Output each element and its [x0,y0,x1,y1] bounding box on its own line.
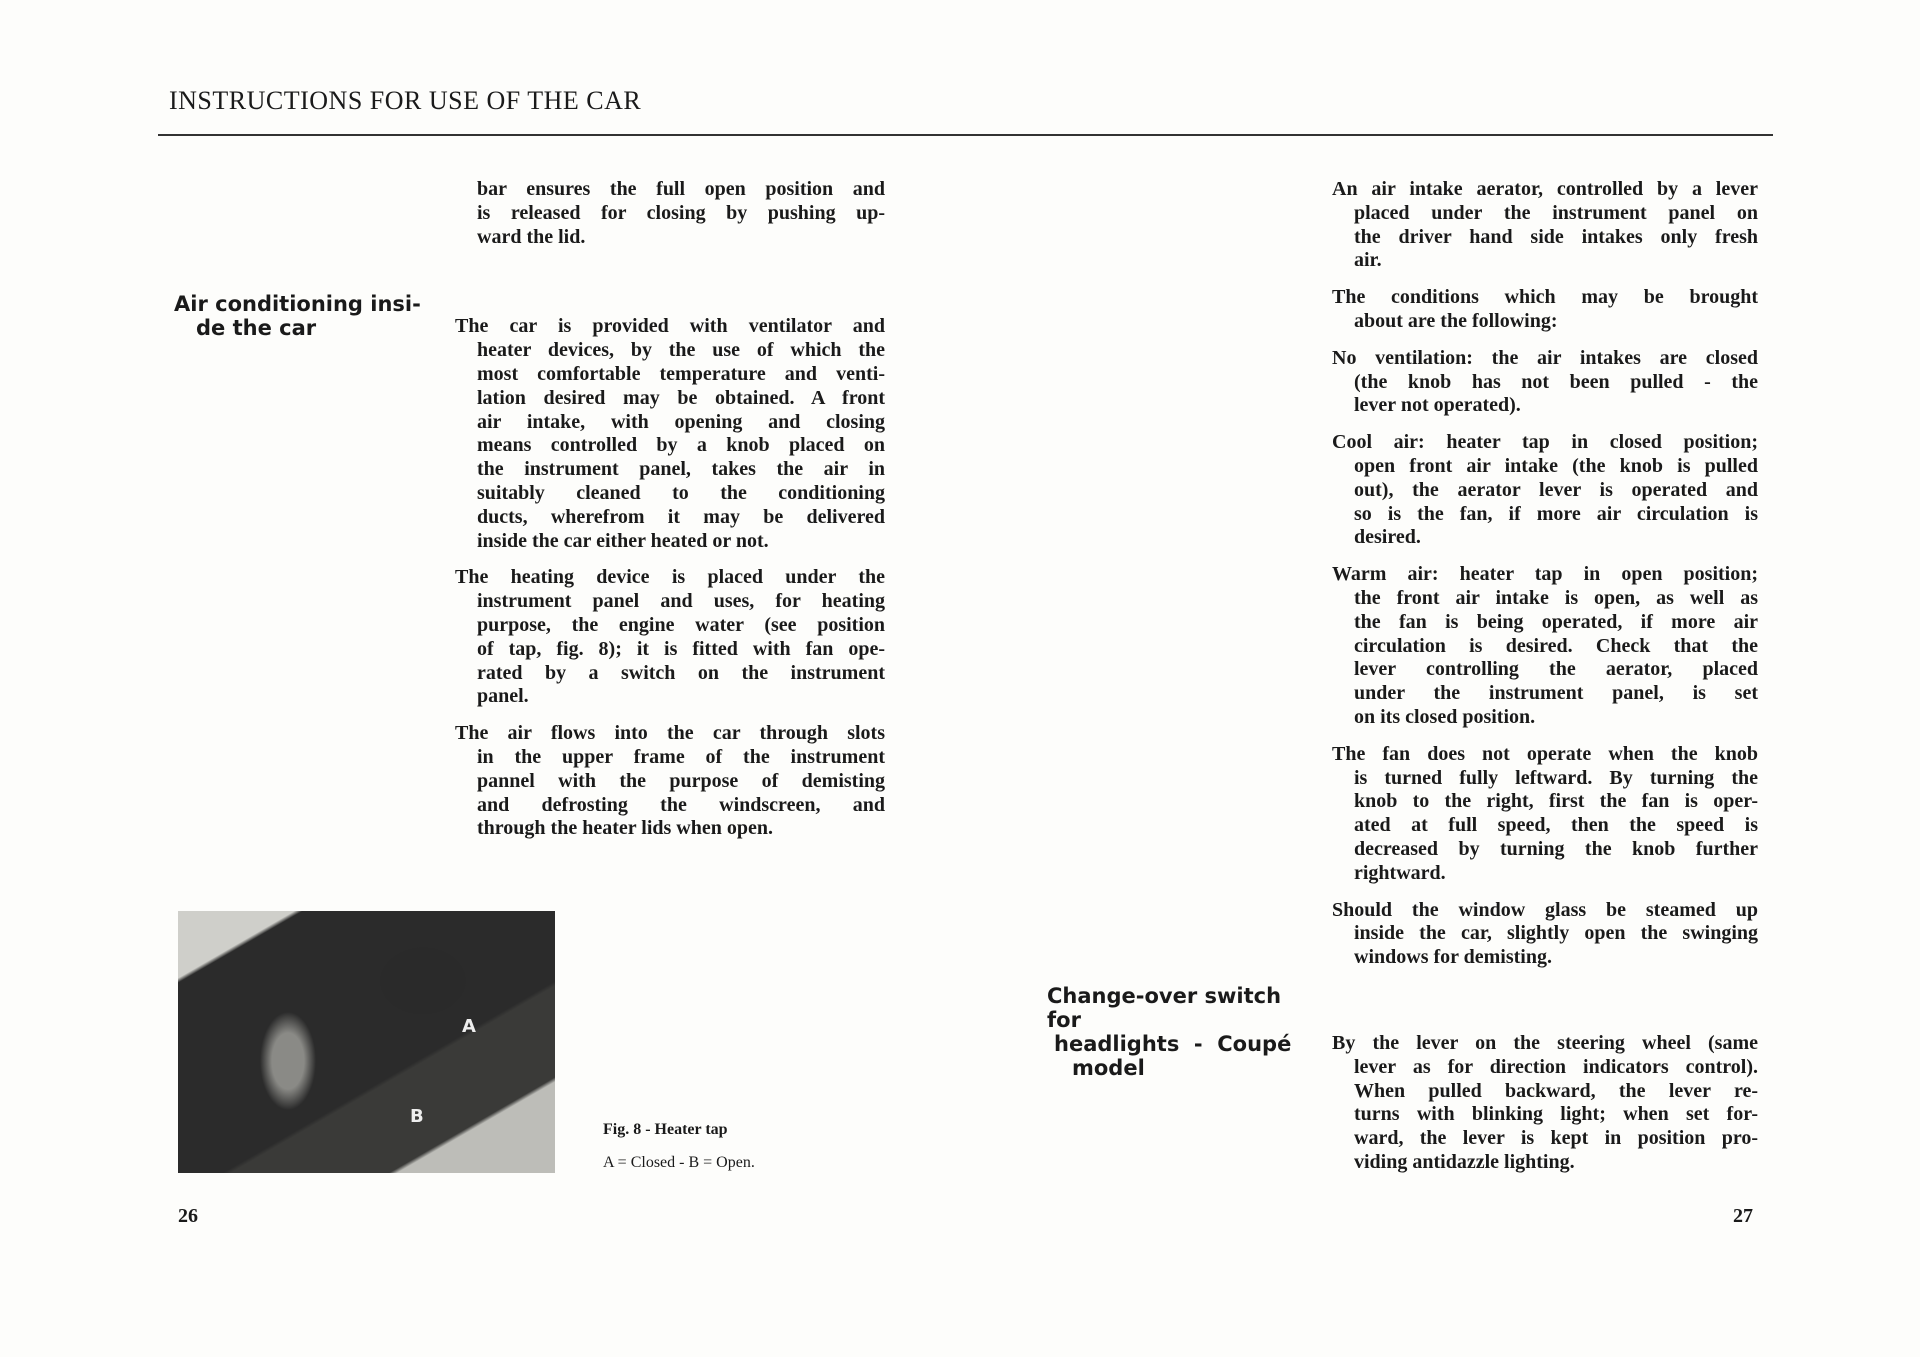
paragraph-text: heater tap in open position; [1438,563,1758,586]
text-line: air. [1354,249,1382,272]
text-line [1332,431,1758,455]
text-line: ward, the lever is kept in position pro- [1354,1127,1758,1150]
left-text-column [455,178,885,854]
heading-line: de the car [196,316,317,340]
header-rule [158,134,1773,136]
text-line: desired. [1354,526,1421,549]
text-line: viding antidazzle lighting. [1354,1150,1575,1173]
text-line: in the upper frame of the instrument [477,745,885,768]
text-line: The fan does not operate when the knob [1332,742,1758,765]
text-line: purpose, the engine water (see position [477,613,885,636]
paragraph [1332,743,1758,886]
text-line: An air intake aerator, controlled by a lever [1332,178,1758,200]
paragraph [1332,563,1758,730]
text-line: decreased by turning the knob further [1354,837,1758,860]
paragraph [455,566,885,709]
text-line: about are the following: [1354,309,1558,332]
paragraph-text: heater tap in closed position; [1424,431,1758,454]
text-line: open front air intake (the knob is pulled [1354,454,1758,477]
text-line: circulation is desired. Check that the [1354,634,1758,657]
page-number-right: 27 [1733,1205,1753,1227]
text-line: so is the fan, if more air circulation is [1354,502,1758,525]
paragraph [1332,431,1758,550]
text-line: lation desired may be obtained. A front [477,386,885,409]
text-line: panel. [477,685,529,708]
text-line: When pulled backward, the lever re- [1354,1079,1758,1102]
text-line: on its closed position. [1354,705,1536,728]
text-line: The car is provided with ventilator and [455,315,885,338]
paragraph-lead: Cool air: [1332,431,1425,454]
page-header-title: INSTRUCTIONS FOR USE OF THE CAR [169,86,642,115]
paragraph-text: the air intakes are closed [1472,346,1758,369]
photo-label-a: A [462,1016,476,1037]
text-line: the driver hand side intakes only fresh [1354,225,1758,248]
paragraph-lead: No ventilation: [1332,346,1473,369]
page-number-left: 26 [178,1205,198,1227]
text-line: turns with blinking light; when set for- [1354,1103,1758,1126]
text-line: ated at full speed, then the speed is [1354,814,1758,837]
text-line: is turned fully leftward. By turning the [1354,766,1758,789]
paragraph [455,178,885,249]
right-text-column [1332,178,1758,983]
paragraph [1332,899,1758,970]
text-line: placed under the instrument panel on [1354,201,1758,224]
heater-tap-photo [178,911,555,1173]
text-line: out), the aerator lever is operated and [1354,478,1758,501]
text-line: rightward. [1354,861,1446,884]
text-line: is released for closing by pushing up- [477,201,885,224]
text-line: ducts, wherefrom it may be delivered [477,505,885,528]
paragraph [455,315,885,553]
paragraph [1332,347,1758,418]
text-line [1332,563,1758,587]
right-text-column-bottom [1332,1032,1758,1188]
text-line: air intake, with opening and closing [477,410,885,433]
paragraph [1332,286,1758,334]
text-line: pannel with the purpose of demisting [477,769,885,792]
text-line: lever controlling the aerator, placed [1354,658,1758,681]
text-line: under the instrument panel, is set [1354,682,1758,705]
heading-line: Air conditioning insi- [174,292,421,316]
text-line: and defrosting the windscreen, and [477,793,885,816]
text-line: inside the car either heated or not. [477,529,769,552]
figure-caption: Fig. 8 - Heater tap [603,1121,728,1138]
text-line: lever as for direction indicators control). [1354,1055,1758,1078]
text-line: instrument panel and uses, for heating [477,590,885,613]
text-line: of tap, fig. 8); it is fitted with fan ope- [477,637,885,660]
text-line: ward the lid. [477,225,586,248]
text-line: Should the window glass be steamed up [1332,898,1758,921]
text-line: By the lever on the steering wheel (same [1332,1032,1758,1054]
text-line: lever not operated). [1354,394,1521,417]
paragraph [1332,1032,1758,1175]
text-line [1332,347,1758,371]
text-line: The air flows into the car through slots [455,722,885,745]
text-line: rated by a switch on the instrument [477,661,885,684]
text-line: (the knob has not been pulled - the [1354,370,1758,393]
paragraph [1332,178,1758,273]
heading-line: Change-over switch for [1047,984,1282,1032]
text-line: The heating device is placed under the [455,566,885,589]
figure-legend: A = Closed - B = Open. [603,1154,755,1171]
text-line: knob to the right, first the fan is oper- [1354,790,1758,813]
text-line: windows for demisting. [1354,946,1552,969]
text-line: heater devices, by the use of which the [477,339,885,362]
text-line: bar ensures the full open position and [477,178,885,200]
text-line: the fan is being operated, if more air [1354,610,1758,633]
text-line: inside the car, slightly open the swinging [1354,922,1758,945]
text-line: suitably cleaned to the conditioning [477,481,885,504]
section-heading-change-over-switch [1047,984,1309,1080]
text-line: the front air intake is open, as well as [1354,586,1758,609]
paragraph [455,722,885,841]
photo-label-b: B [410,1106,424,1127]
text-line: through the heater lids when open. [477,817,773,840]
paragraph-lead: Warm air: [1332,563,1439,586]
text-line: most comfortable temperature and venti- [477,362,885,385]
text-line: means controlled by a knob placed on [477,434,885,457]
heading-line: headlights - Coupé [1054,1032,1292,1056]
text-line: The conditions which may be brought [1332,286,1758,309]
heading-line: model [1072,1056,1145,1080]
section-heading-air-conditioning [174,292,434,340]
text-line: the instrument panel, takes the air in [477,458,885,481]
